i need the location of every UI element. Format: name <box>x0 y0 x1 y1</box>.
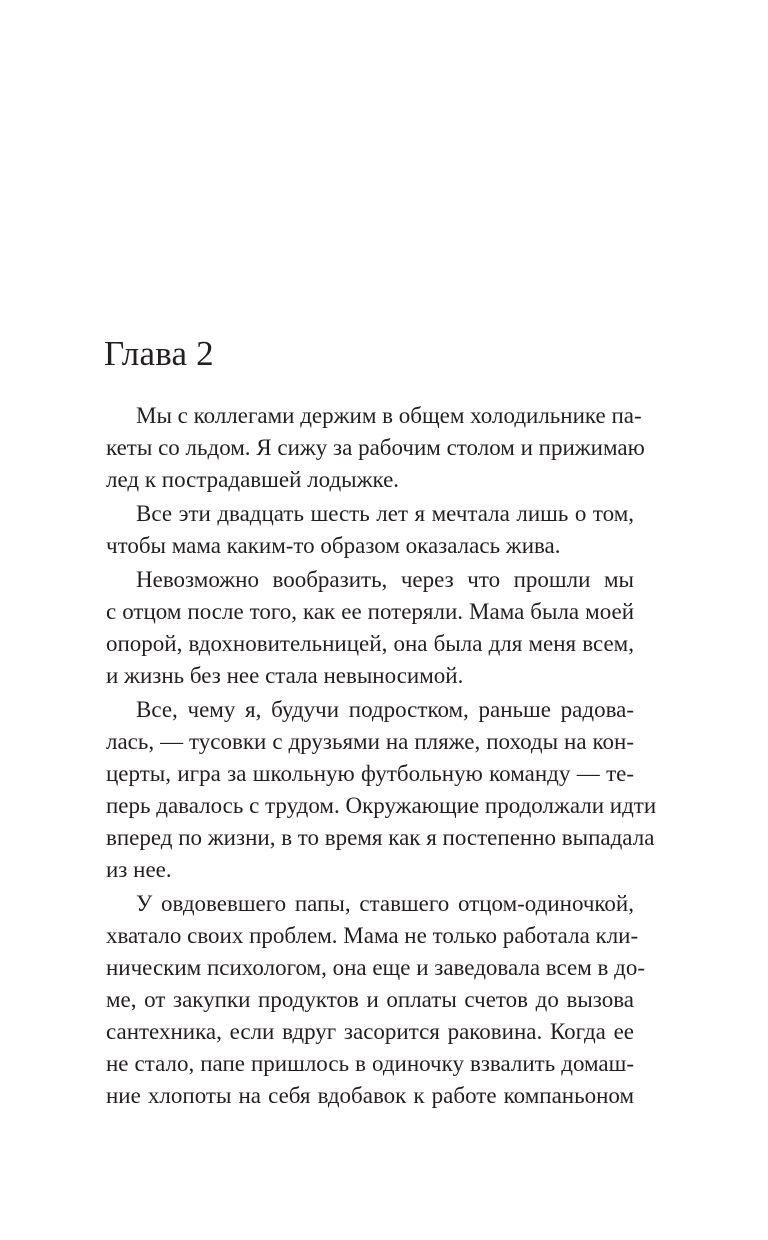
text-line: сантехника, если вдруг засорится раковина. Когда ее <box>106 1019 634 1044</box>
chapter-title: Глава 2 <box>104 334 214 373</box>
text-line: ние хлопоты на себя вдобавок к работе компаньоном <box>106 1083 634 1108</box>
text-line: ме, от закупки продуктов и оплаты счетов до вызова <box>106 987 634 1012</box>
text-line: чтобы мама каким-то образом оказалась жива. <box>106 533 561 558</box>
body-text <box>106 400 657 1114</box>
text-line: перь давалось с трудом. Окружающие продолжали идти <box>106 793 657 818</box>
text-line: ническим психологом, она еще и заведовала всем в до- <box>106 955 645 980</box>
text-line: опорой, вдохновительницей, она была для меня всем, <box>106 631 634 656</box>
text-line: Все, чему я, будучи подростком, раньше радова- <box>136 697 634 722</box>
text-line: У овдовевшего папы, ставшего отцом-одиночкой, <box>136 891 634 916</box>
paragraph-4 <box>106 694 657 886</box>
text-line: кеты со льдом. Я сижу за рабочим столом и прижимаю <box>106 435 645 460</box>
text-line: вперед по жизни, в то время как я постепенно выпадала <box>106 825 655 850</box>
text-line: не стало, папе пришлось в одиночку взвалить домаш- <box>106 1051 634 1076</box>
text-line: церты, игра за школьную футбольную команду — те- <box>106 761 634 786</box>
text-line: из нее. <box>106 857 172 882</box>
paragraph-3 <box>106 564 634 692</box>
text-line: лед к пострадавшей лодыжке. <box>106 467 400 492</box>
text-line: хватало своих проблем. Мама не только работала кли- <box>106 923 639 948</box>
paragraph-1 <box>106 400 645 496</box>
text-line: и жизнь без нее стала невыносимой. <box>106 663 464 688</box>
paragraph-2 <box>106 498 634 562</box>
text-line: Мы с коллегами держим в общем холодильнике па- <box>136 403 642 428</box>
text-line: Невозможно вообразить, через что прошли мы <box>136 567 634 592</box>
text-line: Все эти двадцать шесть лет я мечтала лишь о том, <box>136 501 634 526</box>
paragraph-5 <box>106 888 645 1112</box>
text-line: лась, — тусовки с друзьями на пляже, походы на кон- <box>106 729 634 754</box>
text-line: с отцом после того, как ее потеряли. Мама была моей <box>106 599 634 624</box>
